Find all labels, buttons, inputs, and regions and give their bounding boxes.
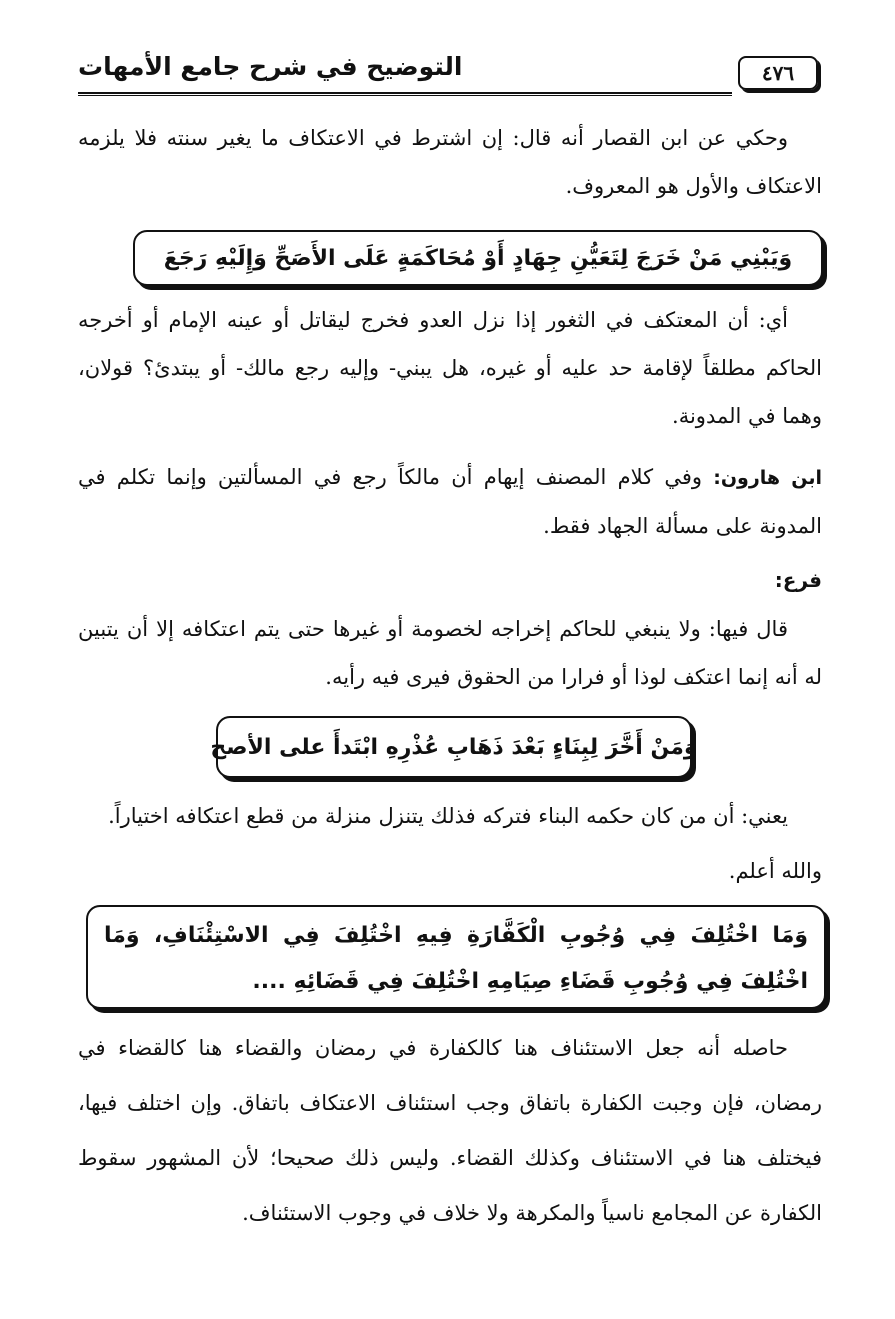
speaker-label: ابن هارون: — [713, 467, 822, 489]
paragraph-wallahu-alam: والله أعلم. — [728, 859, 822, 883]
paragraph-ibn-harun-text: وفي كلام المصنف إيهام أن مالكاً رجع في المسألتين وإنما تكلم في المدونة على مسألة الجهاد فقط. — [78, 465, 822, 538]
matn-box-2: وَمَنْ أَخَّرَ لِبِنَاءٍ بَعْدَ ذَهَابِ عُذْرِهِ ابْتَدأَ على الأصح — [216, 716, 692, 778]
book-title: التوضيح في شرح جامع الأمهات — [78, 52, 463, 81]
paragraph-commentary-1: أي: أن المعتكف في الثغور إذا نزل العدو فخرج ليقاتل أو عينه الإمام أو أخرجه الحاكم مطلقاً لإقامة حد عليه أو غيره، هل يبني- وإليه رجع مالك- أو يبتدئ؟ قولان، وهما في المدونة. — [78, 308, 822, 428]
paragraph-ibn-harun — [78, 453, 822, 550]
paragraph-hasiluhu: حاصله أنه جعل الاستئناف هنا كالكفارة في رمضان والقضاء هنا كالقضاء في رمضان، فإن وجبت الكفارة باتفاق وجب استئناف الاعتكاف باتفاق. وإن اختلف فيها، فيختلف هنا في الاستئناف وكذلك القضاء. وليس ذلك صحيحا؛ لأن المشهور سقوط الكفارة عن المجامع ناسياً والمكرهة ولا خلاف في وجوب الاستئناف. — [78, 1036, 822, 1225]
paragraph-ibn-al-qassar: وحكي عن ابن القصار أنه قال: إن اشترط في الاعتكاف ما يغير سنته فلا يلزمه الاعتكاف والأول هو المعروف. — [78, 126, 822, 198]
header-rule — [78, 92, 732, 94]
section-heading-far: فرع: — [774, 568, 822, 592]
page-number: ٤٧٦ — [738, 56, 818, 90]
paragraph-yani: يعني: أن من كان حكمه البناء فتركه فذلك يتنزل منزلة من قطع اعتكافه اختياراً. — [108, 804, 788, 828]
page-header — [78, 48, 820, 94]
matn-box-1: وَيَبْنِي مَنْ خَرَجَ لِتَعَيُّنِ جِهَادٍ أَوْ مُحَاكَمَةٍ عَلَى الأَصَحِّ وَإِلَيْهِ رَجَعَ — [133, 230, 823, 286]
matn-box-3: وَمَا اخْتُلِفَ فِي وُجُوبِ الْكَفَّارَةِ فِيهِ اخْتُلِفَ فِي الاسْتِئْنَافِ، وَمَا اخْتُلِفَ فِي وُجُوبِ قَضَاءِ صِيَامِهِ اخْتُلِفَ فِي قَضَائِهِ .... — [86, 905, 826, 1009]
paragraph-faiha: قال فيها: ولا ينبغي للحاكم إخراجه لخصومة أو غيرها حتى يتم اعتكافه إلا أن يتبين له أنه إنما اعتكف لوذا أو فرارا من الحقوق فيرى فيه رأيه. — [78, 617, 822, 689]
